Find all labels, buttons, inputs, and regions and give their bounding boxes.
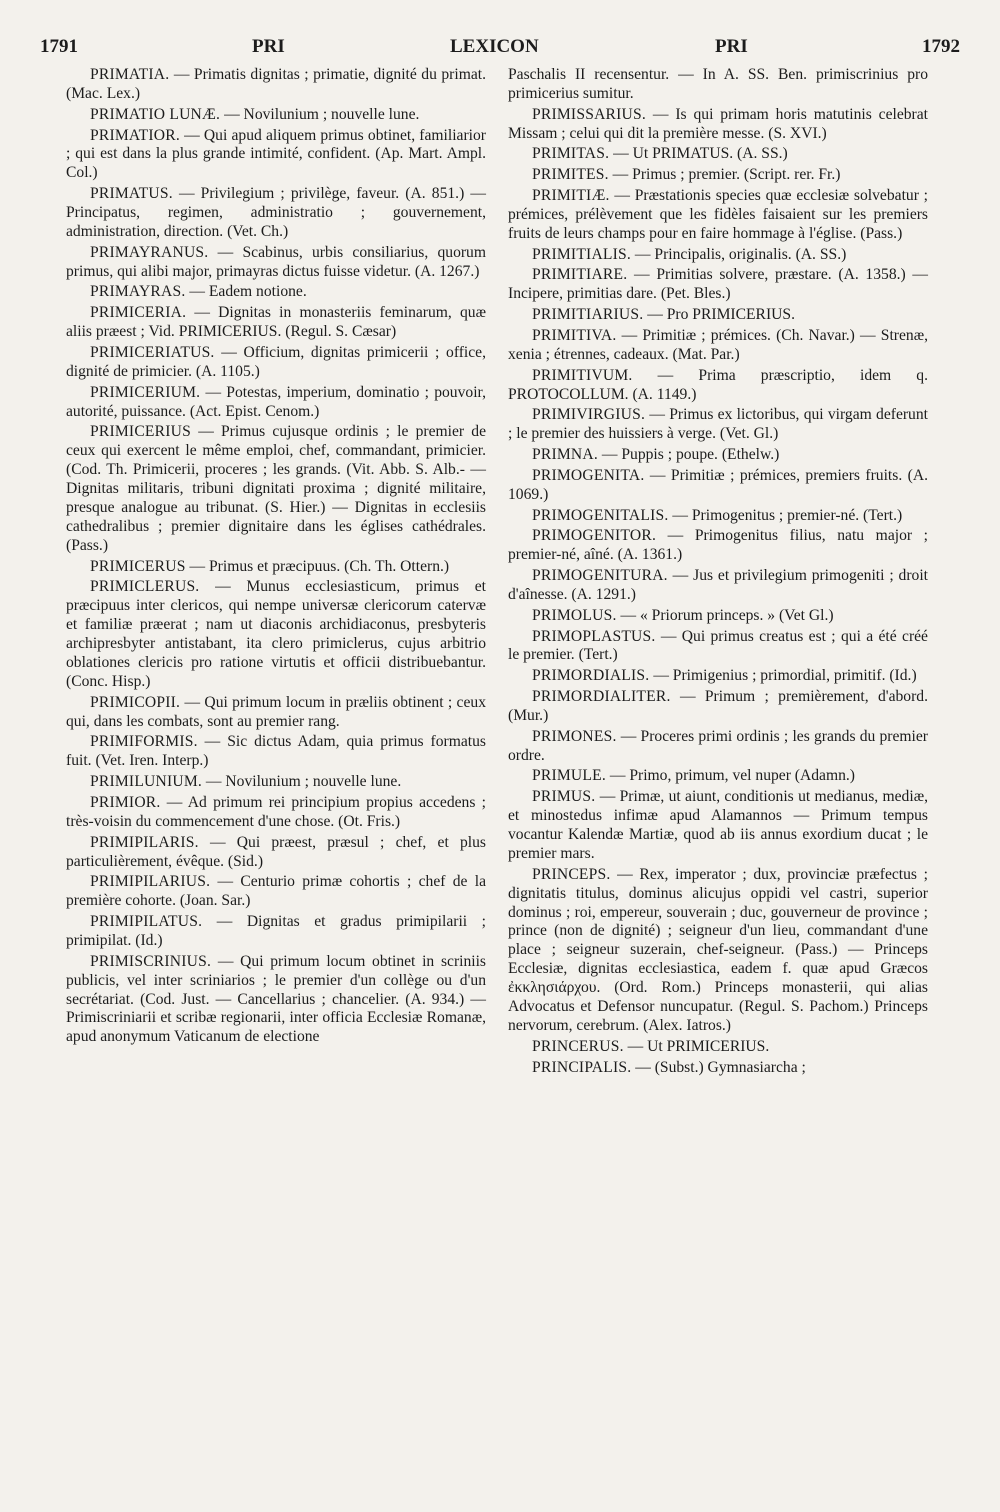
dictionary-entry bbox=[66, 694, 486, 732]
entry-headword: PRIMIPILARIUS. bbox=[90, 873, 211, 891]
entry-headword: PRINCEPS. bbox=[532, 865, 611, 883]
entry-definition: — Ut PRIMICERIUS. bbox=[627, 1037, 770, 1055]
dictionary-entry bbox=[508, 306, 928, 325]
entry-headword: PRINCERUS. bbox=[532, 1037, 624, 1055]
right-section-label: PRI bbox=[715, 36, 748, 57]
entry-definition: — Novilunium ; nouvelle lune. bbox=[224, 105, 420, 123]
entry-definition: — Qui primum locum in præliis obtinent ; ceux qui, dans les combats, sont au premier rang. bbox=[66, 693, 486, 730]
entry-definition: — Primigenius ; primordial, primitif. (Id.) bbox=[653, 667, 917, 685]
entry-definition: — Primæ, ut aiunt, conditionis ut medianus, mediæ, et minostedus infimæ apud Alamannos — Primum tempus vocantur Kalendæ Martiæ, quod ab iis annus exordium ducat ; le premier mars. bbox=[508, 788, 928, 862]
dictionary-entry bbox=[508, 66, 928, 104]
entry-headword: PRIMITIVUM. bbox=[532, 366, 633, 384]
entry-definition: — Ad primum rei principium propius accedens ; très-voisin du commencement d'une chose. (Ot. Fris.) bbox=[66, 793, 486, 830]
entry-headword: PRIMICERIUS bbox=[90, 423, 191, 441]
entry-headword: PRIMITAS. bbox=[532, 145, 610, 163]
entry-headword: PRIMIPILATUS. bbox=[90, 913, 203, 930]
entry-headword: PRIMITIARE. bbox=[532, 266, 628, 284]
entry-definition: — Primitias solvere, præstare. (A. 1358.) — Incipere, primitias dare. (Pet. Bles.) bbox=[508, 266, 928, 303]
entry-headword: PRIMICOPII. bbox=[90, 693, 181, 711]
entry-definition: — Primus ex lictoribus, qui virgam deferunt ; le premier des huissiers à verge. (Vet. Gl.) bbox=[508, 406, 928, 443]
entry-headword: PRIMITIARIUS. bbox=[532, 306, 644, 324]
entry-headword: PRIMNA. bbox=[532, 446, 598, 464]
entry-definition: — « Priorum princeps. » (Vet Gl.) bbox=[620, 606, 834, 624]
dictionary-entry bbox=[66, 106, 486, 125]
entry-definition: — Primogenitus filius, natu major ; premier-né, aîné. (A. 1361.) bbox=[508, 527, 929, 564]
entry-definition: — Rex, imperator ; dux, provinciæ præfectus ; dignitatis titulus, dominus alicujus oppidi vel castri, superior dominus ; roi, empereur, souverain ; duc, gouverneur de province ; prince (non de dignité) ; seigneur d'un lieu, commandant d'une place ; seigneur suzerain, chef-seigneur. (Pass.) — Princeps Ecclesiæ, dignitas ecclesiastica, eadem f. quæ apud Græcos ἐκκλησιάρχου. (Ord. Rom.) Princeps monasterii, qui alias Advocatus et Defensor nuncupatur. (Regul. S. Pachom.) Princeps nervorum, cerebrum. (Alex. Iatros.) bbox=[508, 865, 928, 1034]
dictionary-entry bbox=[508, 406, 928, 444]
entry-definition: — Dignitas in monasteriis feminarum, quæ aliis præest ; Vid. PRIMICERIUS. (Regul. S. Cæsar) bbox=[66, 304, 486, 341]
entry-headword: PRIMICERIATUS. bbox=[90, 343, 215, 361]
dictionary-entry bbox=[508, 106, 928, 144]
dictionary-entry bbox=[508, 446, 928, 465]
entry-definition: — Pro PRIMICERIUS. bbox=[647, 306, 795, 324]
entry-definition: — Prima præscriptio, idem q. PROTOCOLLUM. (A. 1149.) bbox=[508, 366, 928, 403]
entry-definition: — Primitiæ ; prémices, premiers fruits. (A. 1069.) bbox=[508, 466, 928, 503]
dictionary-entry bbox=[508, 607, 928, 626]
entry-definition: — Potestas, imperium, dominatio ; pouvoir, autorité, puissance. (Act. Epist. Cenom.) bbox=[66, 383, 486, 420]
entry-definition: — Dignitas et gradus primipilarii ; primipilat. (Id.) bbox=[66, 913, 486, 949]
dictionary-entry bbox=[508, 246, 928, 265]
entry-definition: — Primo, primum, vel nuper (Adamn.) bbox=[609, 767, 855, 785]
entry-definition: — Præstationis species quæ ecclesiæ solvebatur ; prémices, prélèvement que les fidèles faisaient sur les premiers fruits de leurs champs pour en faire hommage à l'église. (Pass.) bbox=[508, 187, 928, 242]
dictionary-entry bbox=[508, 507, 928, 526]
entry-headword: PRINCIPALIS. bbox=[532, 1058, 632, 1076]
entry-headword: PRIMICLERUS. bbox=[90, 578, 200, 596]
entry-definition: — Puppis ; poupe. (Ethelw.) bbox=[601, 446, 780, 464]
dictionary-entry bbox=[508, 688, 928, 726]
entry-definition: — Principalis, originalis. (A. SS.) bbox=[634, 245, 847, 263]
entry-headword: PRIMORDIALITER. bbox=[532, 688, 671, 706]
dictionary-entry bbox=[66, 66, 486, 104]
entry-headword: PRIMATIOR. bbox=[90, 126, 180, 144]
dictionary-entry bbox=[66, 578, 486, 691]
entry-definition: — Qui præest, præsul ; chef, et plus particulièrement, évêque. (Sid.) bbox=[66, 833, 486, 870]
left-column bbox=[66, 66, 486, 1049]
running-header bbox=[40, 36, 960, 68]
dictionary-entry bbox=[66, 304, 486, 342]
entry-definition: — (Subst.) Gymnasiarcha ; bbox=[635, 1058, 806, 1076]
entry-headword: PRIMOGENITA. bbox=[532, 466, 645, 484]
entry-headword: PRIMILUNIUM. bbox=[90, 773, 202, 791]
dictionary-entry bbox=[508, 728, 928, 766]
entry-headword: PRIMOGENITOR. bbox=[532, 527, 657, 545]
dictionary-entry bbox=[66, 127, 486, 184]
entry-headword: PRIMICERIA. bbox=[90, 304, 187, 322]
dictionary-entry bbox=[508, 767, 928, 786]
entry-headword: PRIMONES. bbox=[532, 727, 617, 745]
dictionary-entry bbox=[66, 873, 486, 911]
left-section-label: PRI bbox=[252, 36, 285, 57]
dictionary-entry bbox=[508, 1038, 928, 1057]
dictionary-entry bbox=[508, 1059, 928, 1078]
dictionary-entry bbox=[508, 166, 928, 185]
dictionary-entry bbox=[508, 367, 928, 405]
entry-headword: PRIMISCRINIUS. bbox=[90, 952, 212, 970]
entry-definition: Paschalis II recensentur. — In A. SS. Ben. primiscrinius pro primicerius sumitur. bbox=[508, 66, 928, 102]
dictionary-entry bbox=[508, 266, 928, 304]
left-page-number: 1791 bbox=[40, 36, 78, 57]
entry-definition: — Munus ecclesiasticum, primus et præcipuus inter clericos, qui nempe universæ clericorum catervæ et familiæ præerat ; nam ut diaconis archidiaconus, presbyteris archipresbyter antistabant, ita clero primiclerus, cujus arbitrio oblationes clericis pro ratione virtutis et officii distribuebantur. (Conc. Hisp.) bbox=[66, 578, 486, 690]
entry-headword: PRIMUS. bbox=[532, 788, 596, 806]
entry-definition: — Primus et præcipuus. (Ch. Th. Ottern.) bbox=[189, 557, 450, 575]
dictionary-entry bbox=[66, 185, 486, 242]
entry-headword: PRIMITIVA. bbox=[532, 326, 617, 344]
dictionary-entry bbox=[508, 788, 928, 864]
dictionary-entry bbox=[66, 384, 486, 422]
entry-headword: PRIMITIÆ. bbox=[532, 187, 610, 204]
entry-definition: — Primogenitus ; premier-né. (Tert.) bbox=[672, 506, 903, 524]
entry-definition: — Scabinus, urbis consiliarius, quorum primus, qui alibi major, primayras dictus fuisse videtur. (A. 1267.) bbox=[66, 243, 486, 280]
entry-headword: PRIMIFORMIS. bbox=[90, 733, 198, 751]
entry-headword: PRIMIPILARIS. bbox=[90, 833, 199, 851]
entry-definition: — Primus cujusque ordinis ; le premier de ceux qui exercent le même emploi, chef, commandant, primicier. (Cod. Th. Primicerii, proceres ; les grands. (Vit. Abb. S. Alb.- — Dignitas militaris, tribuni dignitati proxima ; dignité militaire, presque analogue au tribunat. (S. Hier.) — Dignitas in ecclesiis cathedralibus ; premier dignitaire dans les églises cathédrales. (Pass.) bbox=[66, 423, 486, 554]
entry-headword: PRIMATIO LUNÆ. bbox=[90, 105, 221, 123]
entry-definition: — Qui primus creatus est ; qui a été créé le premier. (Tert.) bbox=[508, 627, 928, 664]
entry-headword: PRIMICERUS bbox=[90, 557, 186, 575]
entry-definition: — Is qui primam horis matutinis celebrat Missam ; celui qui dit la première messe. (S. XVI.) bbox=[508, 105, 928, 142]
entry-headword: PRIMOGENITURA. bbox=[532, 567, 668, 585]
dictionary-entry bbox=[66, 953, 486, 1048]
entry-definition: — Qui primum locum obtinet in scriniis publicis, vel inter scriniarios ; le premier d'un collège ou d'un secrétariat. (Cod. Just. — Cancellarius ; chancelier. (A. 934.) — Primiscriniarii et scribæ regionarii, inter officia Ecclesiæ Romanæ, apud anonymum Vaticanum de electione bbox=[66, 952, 486, 1046]
dictionary-entry bbox=[66, 423, 486, 555]
dictionary-entry bbox=[508, 866, 928, 1036]
entry-definition: — Primum ; premièrement, d'abord. (Mur.) bbox=[508, 688, 928, 724]
entry-headword: PRIMICERIUM. bbox=[90, 383, 201, 401]
entry-definition: — Novilunium ; nouvelle lune. bbox=[205, 773, 402, 791]
entry-definition: — Qui apud aliquem primus obtinet, familiarior ; qui est dans la plus grande intimité, confident. (Ap. Mart. Ampl. Col.) bbox=[66, 126, 486, 182]
entry-headword: PRIMIVIRGIUS. bbox=[532, 406, 646, 424]
dictionary-entry bbox=[66, 558, 486, 577]
entry-headword: PRIMAYRAS. bbox=[90, 283, 186, 301]
entry-headword: PRIMAYRANUS. bbox=[90, 243, 209, 261]
dictionary-entry bbox=[66, 283, 486, 302]
dictionary-entry bbox=[508, 327, 928, 365]
dictionary-entry bbox=[66, 773, 486, 792]
entry-definition: — Ut PRIMATUS. (A. SS.) bbox=[613, 145, 788, 163]
dictionary-entry bbox=[66, 244, 486, 282]
dictionary-entry bbox=[66, 794, 486, 832]
entry-definition: — Primitiæ ; prémices. (Ch. Navar.) — Strenæ, xenia ; étrennes, cadeaux. (Mat. Par.) bbox=[508, 326, 929, 363]
entry-headword: PRIMULE. bbox=[532, 767, 606, 785]
dictionary-entry bbox=[508, 628, 928, 666]
dictionary-entry bbox=[508, 145, 928, 164]
dictionary-entry bbox=[508, 527, 928, 565]
entry-headword: PRIMITIALIS. bbox=[532, 245, 631, 263]
entry-headword: PRIMOPLASTUS. bbox=[532, 627, 656, 645]
right-page-number: 1792 bbox=[922, 36, 960, 57]
dictionary-entry bbox=[508, 667, 928, 686]
dictionary-entry bbox=[508, 187, 928, 244]
entry-definition: — Privilegium ; privilège, faveur. (A. 851.) — Principatus, regimen, administratio ; gouvernement, administration, direction. (Vet. Ch.) bbox=[66, 185, 486, 240]
entry-headword: PRIMORDIALIS. bbox=[532, 667, 650, 685]
dictionary-entry bbox=[66, 733, 486, 771]
dictionary-entry bbox=[66, 834, 486, 872]
dictionary-entry bbox=[508, 467, 928, 505]
entry-definition: — Primus ; premier. (Script. rer. Fr.) bbox=[612, 166, 841, 184]
entry-definition: — Proceres primi ordinis ; les grands du premier ordre. bbox=[508, 727, 928, 764]
entry-definition: — Centurio primæ cohortis ; chef de la première cohorte. (Joan. Sar.) bbox=[66, 873, 486, 910]
entry-headword: PRIMATUS. bbox=[90, 185, 173, 203]
entry-headword: PRIMITES. bbox=[532, 166, 609, 184]
entry-definition: — Officium, dignitas primicerii ; office, dignité de primicier. (A. 1105.) bbox=[66, 343, 486, 380]
entry-definition: — Sic dictus Adam, quia primus formatus fuit. (Vet. Iren. Interp.) bbox=[66, 733, 486, 770]
entry-headword: PRIMOLUS. bbox=[532, 606, 617, 624]
dictionary-entry bbox=[508, 567, 928, 605]
dictionary-entry bbox=[66, 913, 486, 951]
entry-headword: PRIMISSARIUS. bbox=[532, 105, 646, 123]
entry-headword: PRIMATIA. bbox=[90, 66, 170, 83]
entry-definition: — Jus et privilegium primogeniti ; droit d'aînesse. (A. 1291.) bbox=[508, 567, 928, 603]
entry-headword: PRIMIOR. bbox=[90, 793, 161, 811]
entry-headword: PRIMOGENITALIS. bbox=[532, 506, 669, 524]
right-column bbox=[508, 66, 928, 1079]
entry-definition: — Primatis dignitas ; primatie, dignité du primat. (Mac. Lex.) bbox=[66, 66, 486, 102]
header-title: LEXICON bbox=[450, 36, 539, 57]
dictionary-entry bbox=[66, 344, 486, 382]
entry-definition: — Eadem notione. bbox=[189, 283, 307, 301]
